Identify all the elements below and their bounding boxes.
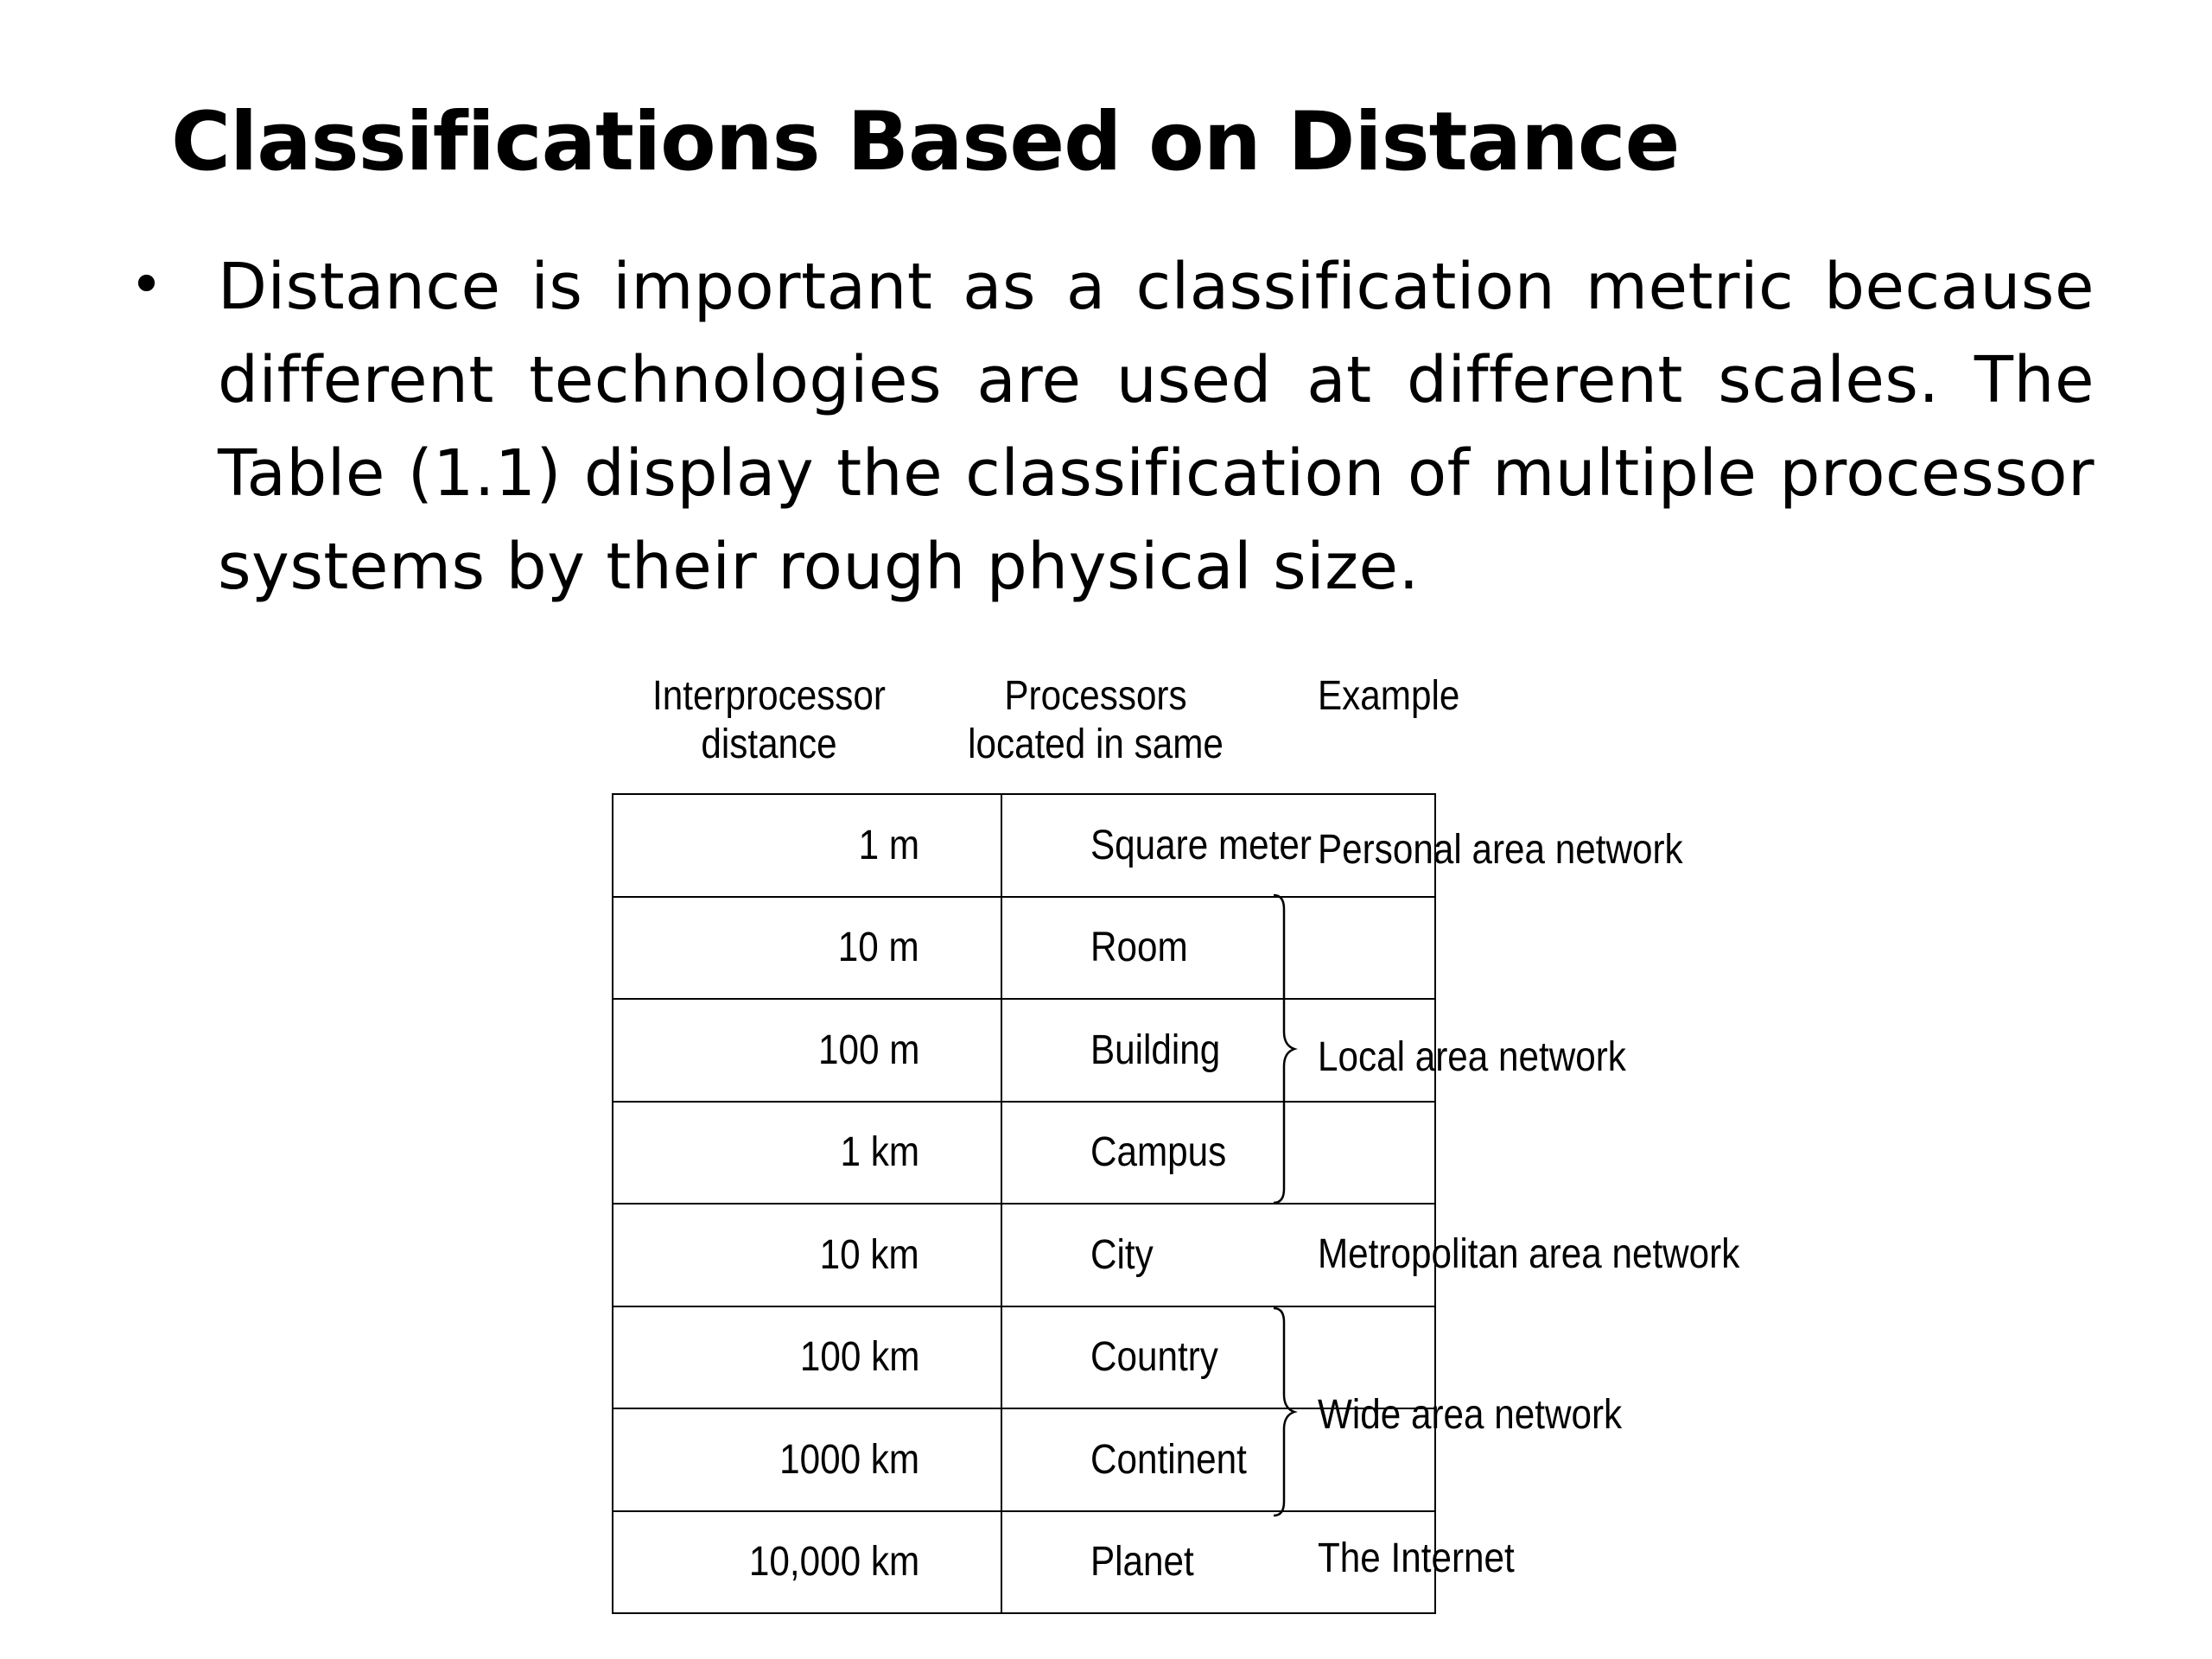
- example-pan: Personal area network: [1318, 827, 1683, 873]
- location-cell: City: [1001, 1204, 1435, 1306]
- header-location-line2: located in same: [968, 721, 1224, 767]
- location-cell: Campus: [1001, 1102, 1435, 1205]
- table-row: [613, 794, 1435, 897]
- distance-cell: 1 km: [613, 1102, 1001, 1205]
- distance-cell: 10,000 km: [613, 1511, 1001, 1614]
- distance-table: [612, 793, 1436, 1614]
- distance-cell: 1000 km: [613, 1408, 1001, 1511]
- header-location-line1: Processors: [1004, 673, 1187, 719]
- location-cell: Square meter: [1001, 794, 1435, 897]
- slide-title: Classifications Based on Distance: [171, 95, 1680, 189]
- location-cell: Room: [1001, 897, 1435, 1000]
- table-row: [613, 999, 1435, 1102]
- distance-cell: 100 km: [613, 1306, 1001, 1409]
- header-example: Example: [1318, 673, 1460, 719]
- distance-cell: 100 m: [613, 999, 1001, 1102]
- bullet-icon: •: [130, 251, 163, 318]
- header-distance: [643, 672, 895, 769]
- location-cell: Building: [1001, 999, 1435, 1102]
- distance-cell: 10 km: [613, 1204, 1001, 1306]
- location-cell: Country: [1001, 1306, 1435, 1409]
- example-internet: The Internet: [1318, 1535, 1515, 1581]
- lan-brace-icon: [1272, 893, 1301, 1205]
- example-man: Metropolitan area network: [1318, 1231, 1740, 1277]
- bullet-text: Distance is important as a classification metric because different technologies are used at different scales. The Table (1.1) display the classification of multiple processor systems by their rough physical size.: [218, 250, 2094, 604]
- example-lan: Local area network: [1318, 1034, 1626, 1080]
- table-row: [613, 897, 1435, 1000]
- table-row: [613, 1306, 1435, 1409]
- distance-cell: 1 m: [613, 794, 1001, 897]
- header-distance-line1: Interprocessor: [652, 673, 886, 719]
- header-distance-line2: distance: [701, 721, 837, 767]
- table-row: [613, 1511, 1435, 1614]
- table-row: [613, 1204, 1435, 1306]
- table-row: [613, 1408, 1435, 1511]
- example-wan: Wide area network: [1318, 1392, 1623, 1438]
- distance-cell: 10 m: [613, 897, 1001, 1000]
- location-cell: Planet: [1001, 1511, 1435, 1614]
- table-row: [613, 1102, 1435, 1205]
- wan-brace-icon: [1272, 1306, 1301, 1517]
- location-cell: Continent: [1001, 1408, 1435, 1511]
- header-location: [966, 672, 1224, 769]
